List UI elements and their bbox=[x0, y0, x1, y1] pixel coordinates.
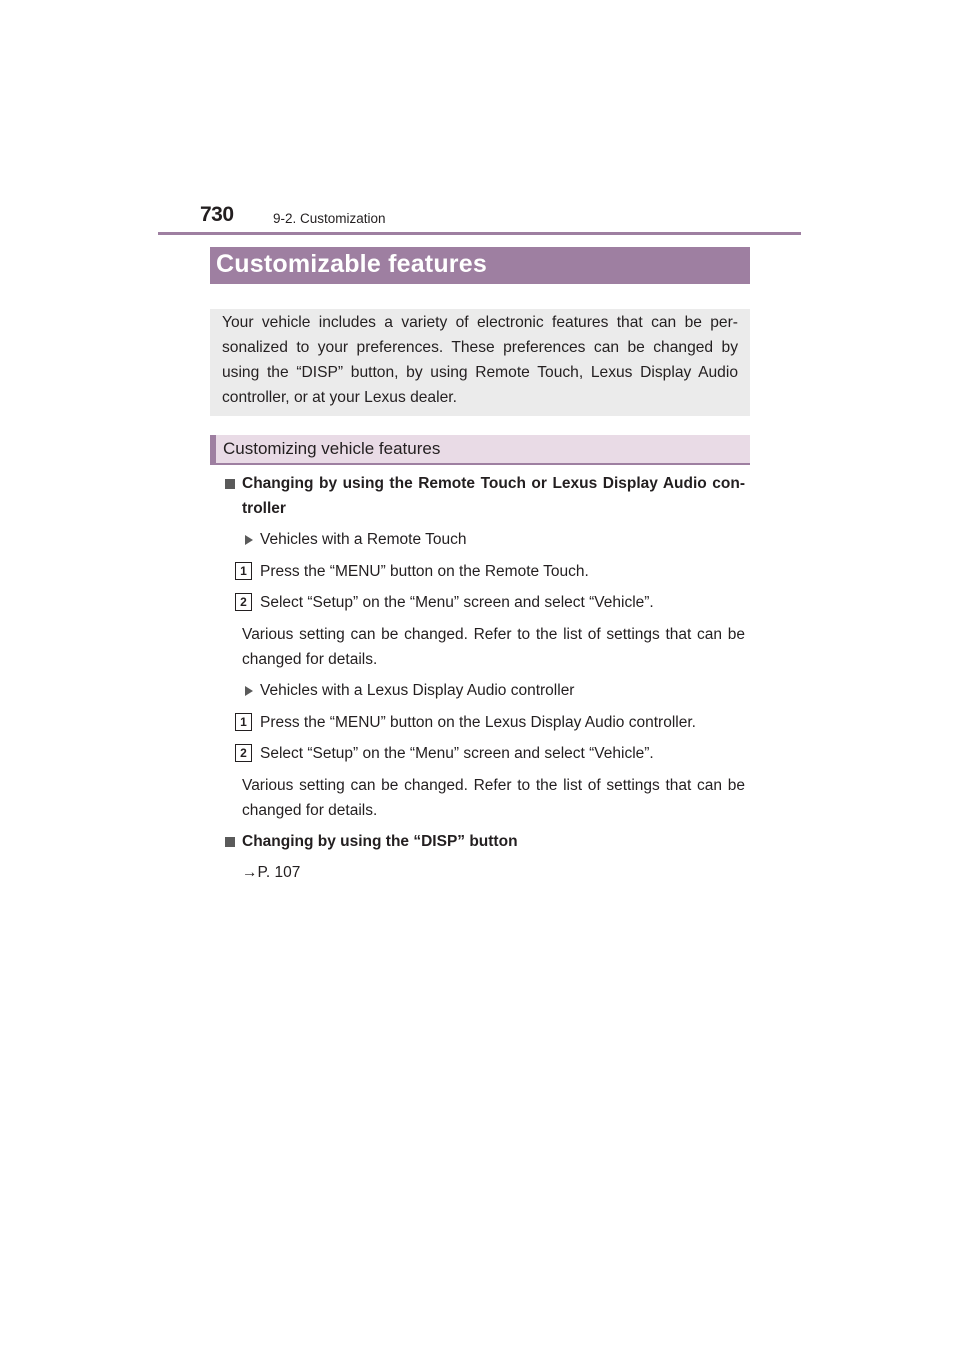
step-number-badge: 2 bbox=[235, 593, 252, 611]
arrow-right-icon: → bbox=[242, 864, 258, 881]
square-bullet-icon bbox=[225, 837, 235, 847]
note-text-cont: changed for details. bbox=[242, 651, 378, 668]
intro-line: controller, or at your Lexus dealer. bbox=[222, 389, 457, 406]
step-number-badge: 2 bbox=[235, 744, 252, 762]
condition-lexus-controller: Vehicles with a Lexus Display Audio controller bbox=[260, 682, 575, 699]
intro-line: using the “DISP” button, by using Remote Touch, Lexus Display Audio bbox=[222, 364, 738, 381]
section-heading-disp: Changing by using the “DISP” button bbox=[242, 833, 518, 850]
note-text-cont: changed for details. bbox=[242, 802, 378, 819]
step-number-badge: 1 bbox=[235, 713, 252, 731]
step-text: Select “Setup” on the “Menu” screen and select “Vehicle”. bbox=[260, 594, 654, 611]
step-text: Select “Setup” on the “Menu” screen and select “Vehicle”. bbox=[260, 745, 654, 762]
section-heading-remote-touch-cont: troller bbox=[242, 500, 286, 517]
triangle-bullet-icon bbox=[245, 535, 253, 545]
intro-line: Your vehicle includes a variety of electronic features that can be per- bbox=[222, 314, 738, 331]
square-bullet-icon bbox=[225, 479, 235, 489]
step-text: Press the “MENU” button on the Remote Touch. bbox=[260, 563, 589, 580]
page-number: 730 bbox=[200, 203, 234, 226]
page-reference-text: P. 107 bbox=[257, 864, 301, 881]
note-text: Various setting can be changed. Refer to the list of settings that can be bbox=[242, 626, 745, 643]
intro-box bbox=[210, 309, 750, 416]
note-text: Various setting can be changed. Refer to the list of settings that can be bbox=[242, 777, 745, 794]
triangle-bullet-icon bbox=[245, 686, 253, 696]
page-title: Customizable features bbox=[210, 247, 750, 284]
subheading: Customizing vehicle features bbox=[210, 435, 750, 465]
page-reference[interactable] bbox=[242, 860, 300, 885]
step-number-badge: 1 bbox=[235, 562, 252, 580]
section-label: 9-2. Customization bbox=[273, 211, 386, 226]
condition-remote-touch: Vehicles with a Remote Touch bbox=[260, 531, 467, 548]
step-text: Press the “MENU” button on the Lexus Display Audio controller. bbox=[260, 714, 696, 731]
header-rule bbox=[158, 232, 801, 235]
intro-line: sonalized to your preferences. These preferences can be changed by bbox=[222, 339, 738, 356]
section-heading-remote-touch: Changing by using the Remote Touch or Lexus Display Audio con- bbox=[242, 475, 745, 492]
